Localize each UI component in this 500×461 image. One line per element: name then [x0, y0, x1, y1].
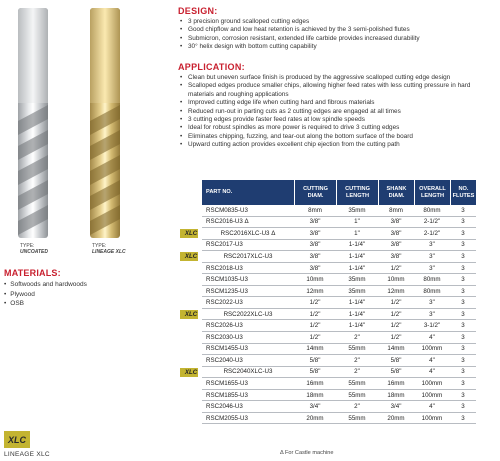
cell-cutting-length: 2" [354, 356, 360, 364]
cell-overall-length: 80mm [423, 287, 441, 295]
application-title: APPLICATION: [178, 62, 245, 72]
cell-overall-length: 80mm [423, 276, 441, 284]
header-cutting-length: CUTTING LENGTH [336, 180, 378, 205]
cell-cutting-length: 1" [354, 218, 360, 226]
cell-part-no: RSCM2055-U3 [206, 414, 248, 422]
application-list [180, 74, 496, 150]
table-row [202, 263, 476, 275]
cell-no-flutes: 3 [461, 391, 465, 399]
cell-no-flutes: 3 [461, 287, 465, 295]
cell-overall-length: 100mm [421, 391, 443, 399]
cell-cutting-length: 55mm [348, 379, 366, 387]
cell-shank-diam: 5/8" [390, 356, 402, 364]
cell-part-no: RSC2040-U3 [206, 356, 243, 364]
cell-no-flutes: 3 [461, 368, 465, 376]
cell-shank-diam: 14mm [387, 345, 405, 353]
cell-overall-length: 4" [429, 368, 435, 376]
cell-cutting-length: 1-1/4" [348, 264, 366, 272]
cell-cutting-diam: 20mm [306, 414, 324, 422]
cell-overall-length: 3" [429, 264, 435, 272]
list-item: • Eliminates chipping, fuzzing, and tear-out along the bottom surface of the board [180, 133, 496, 141]
table-row [202, 378, 476, 390]
cell-part-no: RSC2022XLC-U3 [223, 310, 273, 318]
cell-no-flutes: 3 [461, 333, 465, 341]
list-item: • 3 cutting edges provide faster feed rates at low spindle speeds [180, 116, 496, 124]
cell-cutting-diam: 5/8" [309, 356, 321, 364]
cell-no-flutes: 3 [461, 345, 465, 353]
cell-shank-diam: 1/2" [390, 310, 402, 318]
cell-cutting-length: 1-1/4" [348, 310, 366, 318]
table-row [202, 401, 476, 413]
cell-cutting-diam: 3/8" [309, 229, 321, 237]
uncoated-bit-image [18, 8, 48, 238]
cell-part-no: RSC2030-U3 [206, 333, 243, 341]
list-item: • 3 precision ground scalloped cutting edges [180, 18, 496, 26]
table-row [184, 228, 476, 240]
cell-overall-length: 3-1/2" [423, 322, 441, 330]
cell-shank-diam: 20mm [387, 414, 405, 422]
list-item: • Scalloped edges produce smaller chips, allowing higher feed rates with less cutting pressure in hard materials and roughing applications [180, 82, 496, 99]
cell-shank-diam: 3/4" [390, 403, 402, 411]
table-row [202, 355, 476, 367]
table-row [202, 297, 476, 309]
cell-cutting-length: 1-1/4" [348, 299, 366, 307]
cell-shank-diam: 18mm [387, 391, 405, 399]
table-row [202, 390, 476, 402]
cell-cutting-length: 55mm [348, 391, 366, 399]
cell-overall-length: 3" [429, 310, 435, 318]
list-item: • Reduced run-out in parting cuts as 2 cutting edges are engaged at all times [180, 108, 496, 116]
right-column [176, 0, 500, 461]
cell-shank-diam: 3/8" [390, 252, 402, 260]
cell-overall-length: 3" [429, 299, 435, 307]
cell-cutting-length: 2" [354, 403, 360, 411]
list-item: • Clean but uneven surface finish is produced by the aggressive scalloped cutting edge design [180, 74, 496, 82]
cell-cutting-length: 1-1/4" [348, 252, 366, 260]
header-part-no: PART NO. [202, 180, 294, 205]
cell-no-flutes: 3 [461, 356, 465, 364]
cell-cutting-length: 1-1/4" [348, 241, 366, 249]
uncoated-type-label: TYPE: UNCOATED [20, 243, 48, 255]
cell-no-flutes: 3 [461, 252, 465, 260]
header-overall-length: OVERALL LENGTH [414, 180, 450, 205]
cell-shank-diam: 3/8" [390, 229, 402, 237]
cell-shank-diam: 12mm [387, 287, 405, 295]
list-item: • Softwoods and hardwoods [4, 280, 87, 290]
xlc-row-badge: XLC [180, 229, 198, 238]
cell-cutting-length: 1" [354, 229, 360, 237]
cell-cutting-diam: 5/8" [309, 368, 321, 376]
cell-no-flutes: 3 [461, 322, 465, 330]
cell-shank-diam: 3/8" [390, 218, 402, 226]
materials-title: MATERIALS: [4, 268, 61, 278]
cell-shank-diam: 1/2" [390, 264, 402, 272]
cell-cutting-length: 35mm [348, 287, 366, 295]
table-body [184, 205, 476, 424]
cell-part-no: RSC2026-U3 [206, 322, 243, 330]
cell-overall-length: 4" [429, 333, 435, 341]
cell-cutting-diam: 1/2" [309, 333, 321, 341]
cell-part-no: RSC2040XLC-U3 [223, 368, 273, 376]
cell-cutting-length: 2" [354, 333, 360, 341]
cell-no-flutes: 3 [461, 299, 465, 307]
cell-cutting-length: 2" [354, 368, 360, 376]
table-row [202, 332, 476, 344]
cell-overall-length: 100mm [421, 379, 443, 387]
table-row [202, 217, 476, 229]
table-row [202, 274, 476, 286]
cell-shank-diam: 5/8" [390, 368, 402, 376]
header-cutting-diam: CUTTING DIAM. [294, 180, 336, 205]
cell-overall-length: 3" [429, 252, 435, 260]
cell-cutting-diam: 14mm [306, 345, 324, 353]
cell-part-no: RSCM1455-U3 [206, 345, 248, 353]
cell-cutting-diam: 1/2" [309, 322, 321, 330]
design-list [180, 18, 496, 52]
cell-no-flutes: 3 [461, 241, 465, 249]
cell-shank-diam: 3/8" [390, 241, 402, 249]
cell-cutting-length: 35mm [348, 206, 366, 214]
cell-no-flutes: 3 [461, 310, 465, 318]
cell-no-flutes: 3 [461, 403, 465, 411]
cell-overall-length: 3" [429, 241, 435, 249]
cell-part-no: RSC2046-U3 [206, 403, 243, 411]
cell-overall-length: 4" [429, 403, 435, 411]
cell-part-no: RSCM0835-U3 [206, 206, 248, 214]
cell-cutting-length: 35mm [348, 276, 366, 284]
cell-cutting-diam: 3/8" [309, 241, 321, 249]
cell-overall-length: 4" [429, 356, 435, 364]
cell-cutting-length: 55mm [348, 414, 366, 422]
table-header [202, 180, 476, 205]
cell-shank-diam: 1/2" [390, 333, 402, 341]
cell-part-no: RSC2017-U3 [206, 241, 243, 249]
cell-cutting-diam: 3/8" [309, 252, 321, 260]
cell-cutting-length: 1-1/4" [348, 322, 366, 330]
design-title: DESIGN: [178, 6, 218, 16]
table-row [202, 344, 476, 356]
xlc-row-badge: XLC [180, 252, 198, 261]
cell-cutting-diam: 3/8" [309, 218, 321, 226]
table-row [184, 309, 476, 321]
cell-part-no: RSC2022-U3 [206, 299, 243, 307]
xlc-row-badge: XLC [180, 310, 198, 319]
lineage-xlc-type-label: TYPE: LINEAGE XLC [92, 243, 126, 255]
list-item: • OSB [4, 299, 87, 309]
table-row [184, 367, 476, 379]
cell-part-no: RSCM1855-U3 [206, 391, 248, 399]
cell-cutting-diam: 1/2" [309, 310, 321, 318]
table-row [184, 251, 476, 263]
cell-cutting-diam: 10mm [306, 276, 324, 284]
cell-overall-length: 100mm [421, 345, 443, 353]
lineage-xlc-bit-image [90, 8, 120, 238]
list-item: • 30° helix design with bottom cutting capability [180, 43, 496, 51]
materials-list [4, 280, 87, 309]
cell-cutting-diam: 12mm [306, 287, 324, 295]
table-row [202, 413, 476, 425]
cell-shank-diam: 1/2" [390, 299, 402, 307]
cell-cutting-length: 55mm [348, 345, 366, 353]
cell-part-no: RSC2016-U3 Δ [206, 218, 249, 226]
cell-no-flutes: 3 [461, 276, 465, 284]
table-row [202, 320, 476, 332]
cell-no-flutes: 3 [461, 379, 465, 387]
list-item: • Plywood [4, 290, 87, 300]
header-no-flutes: NO. FLUTES [450, 180, 476, 205]
xlc-row-badge: XLC [180, 368, 198, 377]
cell-overall-length: 100mm [421, 414, 443, 422]
cell-cutting-diam: 16mm [306, 379, 324, 387]
list-item: • Ideal for robust spindles as more power is required to drive 3 cutting edges [180, 124, 496, 132]
cell-part-no: RSC2016XLC-U3 Δ [220, 229, 276, 237]
cell-overall-length: 80mm [423, 206, 441, 214]
cell-part-no: RSCM1035-U3 [206, 276, 248, 284]
list-item: • Good chipflow and low heat retention is achieved by the 3 semi-polished flutes [180, 26, 496, 34]
bit-shank [90, 8, 120, 103]
cell-part-no: RSCM1655-U3 [206, 379, 248, 387]
bit-shank [18, 8, 48, 103]
cell-no-flutes: 3 [461, 229, 465, 237]
cell-cutting-diam: 8mm [308, 206, 322, 214]
cell-shank-diam: 1/2" [390, 322, 402, 330]
cell-shank-diam: 8mm [389, 206, 403, 214]
list-item: • Improved cutting edge life when cutting hard and fibrous materials [180, 99, 496, 107]
table-row [202, 205, 476, 217]
cell-cutting-diam: 3/8" [309, 264, 321, 272]
xlc-badge: XLC [4, 431, 30, 448]
list-item: • Upward cutting action provides excellent chip ejection from the cutting path [180, 141, 496, 149]
cell-cutting-diam: 3/4" [309, 403, 321, 411]
table-footnote: Δ For Castle machine [280, 450, 334, 456]
cell-overall-length: 2-1/2" [423, 229, 441, 237]
cell-part-no: RSCM1235-U3 [206, 287, 248, 295]
left-column [0, 0, 172, 461]
cell-shank-diam: 16mm [387, 379, 405, 387]
cell-shank-diam: 10mm [387, 276, 405, 284]
table-row [202, 286, 476, 298]
cell-part-no: RSC2018-U3 [206, 264, 243, 272]
xlc-badge-label: LINEAGE XLC [4, 451, 50, 458]
table-row [202, 240, 476, 252]
header-shank-diam: SHANK DIAM. [378, 180, 414, 205]
cell-overall-length: 2-1/2" [423, 218, 441, 226]
specs-table [184, 180, 476, 424]
cell-cutting-diam: 18mm [306, 391, 324, 399]
cell-no-flutes: 3 [461, 218, 465, 226]
cell-no-flutes: 3 [461, 206, 465, 214]
list-item: • Submicron, corrosion resistant, extended life carbide provides increased durability [180, 35, 496, 43]
cell-part-no: RSC2017XLC-U3 [223, 252, 273, 260]
cell-cutting-diam: 1/2" [309, 299, 321, 307]
cell-no-flutes: 3 [461, 264, 465, 272]
cell-no-flutes: 3 [461, 414, 465, 422]
